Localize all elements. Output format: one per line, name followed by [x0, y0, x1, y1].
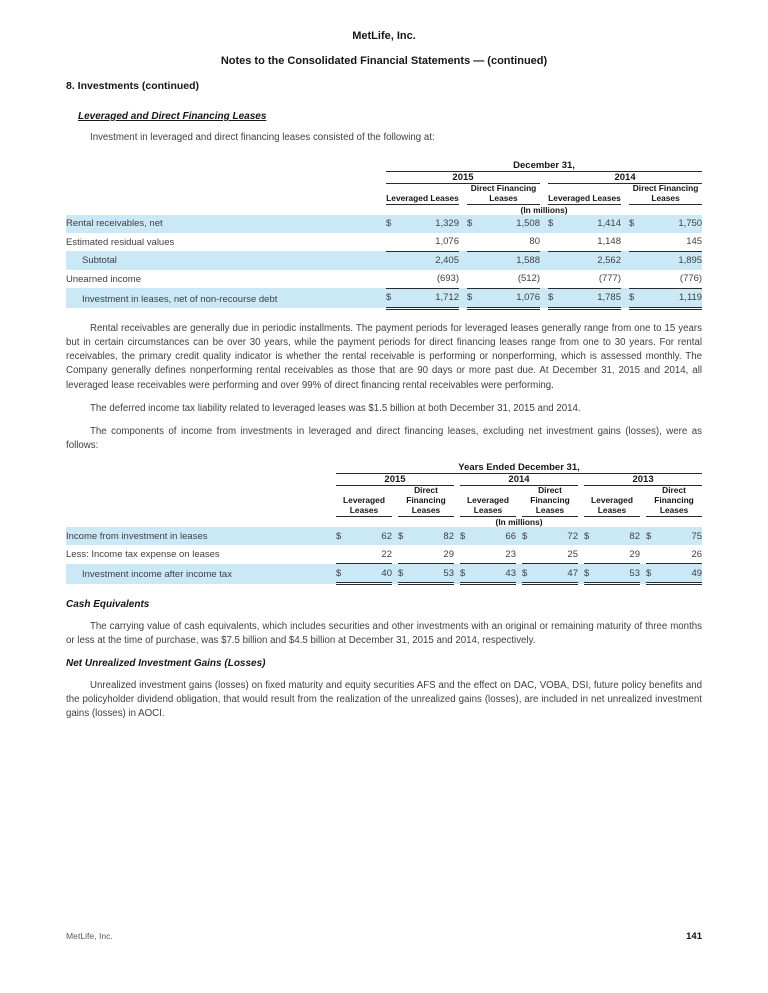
table-row [66, 270, 702, 289]
table-row [66, 527, 702, 545]
table2-period-row [66, 462, 702, 474]
cell-value: 1,750 [645, 215, 702, 233]
row-label: Unearned income [66, 273, 141, 285]
table-row [66, 288, 702, 308]
row-label: Income from investment in leases [66, 527, 336, 545]
table2-colhead: Leveraged Leases [336, 486, 392, 517]
cell-value: 82 [412, 527, 454, 545]
row-label: Estimated residual values [66, 236, 175, 248]
cell-value: 43 [474, 564, 516, 584]
dollar-sign: $ [646, 564, 660, 584]
table1-period-row [66, 160, 702, 172]
cell-value: (776) [645, 270, 702, 289]
row-label: Less: Income tax expense on leases [66, 549, 220, 561]
dollar-sign: $ [522, 527, 536, 545]
cell-value: 29 [598, 545, 640, 564]
dollar-sign: $ [584, 564, 598, 584]
table2-years-row [66, 474, 702, 486]
dollar-sign: $ [460, 527, 474, 545]
cell-value: 1,895 [645, 251, 702, 270]
dollar-sign: $ [646, 527, 660, 545]
cell-value: 29 [412, 545, 454, 564]
row-label: Investment income after income tax [66, 564, 336, 584]
cell-value: 23 [474, 545, 516, 564]
table1-period-header: December 31, [386, 160, 702, 172]
page-footer [66, 931, 702, 942]
dollar-sign: $ [522, 564, 536, 584]
cell-value: 62 [350, 527, 392, 545]
leases-heading: Leveraged and Direct Financing Leases [78, 111, 267, 122]
document-title: Notes to the Consolidated Financial Statements — (continued) [220, 55, 548, 67]
cell-value: 47 [536, 564, 578, 584]
row-label: Rental receivables, net [66, 215, 386, 233]
dollar-sign: $ [460, 564, 474, 584]
table2-units-row [66, 517, 702, 528]
cell-value: 25 [536, 545, 578, 564]
row-label: Investment in leases, net of non-recourse debt [66, 288, 386, 308]
table2-colheads-row [66, 486, 702, 517]
table2-period-header: Years Ended December 31, [336, 462, 702, 474]
table2-year-2014: 2014 [460, 474, 578, 486]
table1-colhead: Direct Financing Leases [467, 184, 540, 205]
cell-value: 53 [412, 564, 454, 584]
table1-colhead: Leveraged Leases [548, 184, 621, 205]
cell-value: 1,076 [402, 233, 459, 252]
page-number: 141 [686, 931, 702, 942]
table2-year-2015: 2015 [336, 474, 454, 486]
cell-value: 53 [598, 564, 640, 584]
cell-value: 1,588 [483, 251, 540, 270]
leases-paragraph-3: The components of income from investments in leveraged and direct financing leases, excluding net investment gains (losses), were as follows: [66, 426, 702, 452]
net-unrealized-heading: Net Unrealized Investment Gains (Losses) [66, 657, 266, 669]
table2-colhead: Direct Financing Leases [398, 486, 454, 517]
cell-value: (693) [402, 270, 459, 289]
cell-value: 80 [483, 233, 540, 252]
dollar-sign: $ [548, 215, 564, 233]
leases-intro: Investment in leveraged and direct financing leases consisted of the following at: [90, 132, 435, 143]
cell-value: 2,562 [564, 251, 621, 270]
table-row [66, 233, 702, 252]
company-title: MetLife, Inc. [352, 30, 416, 42]
cell-value: 1,414 [564, 215, 621, 233]
table2-colhead: Direct Financing Leases [522, 486, 578, 517]
dollar-sign: $ [629, 215, 645, 233]
table1-colheads-row [66, 184, 702, 205]
table2-colhead: Direct Financing Leases [646, 486, 702, 517]
leases-investment-table [66, 160, 702, 310]
leases-income-table [66, 462, 702, 585]
cell-value: 1,712 [402, 288, 459, 308]
cash-equivalents-heading: Cash Equivalents [66, 599, 150, 611]
row-label: Subtotal [66, 251, 386, 270]
dollar-sign: $ [398, 564, 412, 584]
dollar-sign: $ [386, 215, 402, 233]
table2-units-label: (In millions) [495, 517, 543, 528]
net-unrealized-paragraph: Unrealized investment gains (losses) on fixed maturity and equity securities AFS and the effect on DAC, VOBA, DSI, future policy benefits and the policyholder dividend obligation, that would result from the realization of the unrealized gains (losses), are included in net unrealized investment gains (losses) in AOCI. [66, 679, 702, 719]
leases-paragraph-1: Rental receivables are generally due in periodic installments. The payment periods for leveraged leases generally range from one to 15 years but in certain circumstances can be over 30 years, while the payment periods for direct financing leases range from one to 30 years. For rental receivables, the primary credit quality indicator is whether the rental receivable is performing or nonperforming, which is assessed monthly. The Company generally defines nonperforming rental receivables as those that are 90 days or more past due. At December 31, 2015 and 2014, all leveraged lease receivables were performing and over 99% of direct financing rental receivables were performing. [66, 322, 702, 391]
cell-value: (512) [483, 270, 540, 289]
cell-value: 49 [660, 564, 702, 584]
cell-value: (777) [564, 270, 621, 289]
table1-year-2014: 2014 [548, 172, 702, 184]
cell-value: 1,329 [402, 215, 459, 233]
table1-year-2015: 2015 [386, 172, 540, 184]
dollar-sign: $ [548, 288, 564, 308]
cell-value: 72 [536, 527, 578, 545]
cell-value: 1,785 [564, 288, 621, 308]
section-heading: 8. Investments (continued) [66, 80, 200, 92]
dollar-sign: $ [336, 527, 350, 545]
cell-value: 26 [660, 545, 702, 564]
cell-value: 1,148 [564, 233, 621, 252]
leases-paragraph-2: The deferred income tax liability related to leveraged leases was $1.5 billion at both December 31, 2015 and 2014. [90, 402, 581, 414]
table1-colhead: Direct Financing Leases [629, 184, 702, 205]
table-row [66, 545, 702, 564]
dollar-sign: $ [467, 288, 483, 308]
cell-value: 2,405 [402, 251, 459, 270]
cell-value: 1,076 [483, 288, 540, 308]
table1-colhead: Leveraged Leases [386, 184, 459, 205]
dollar-sign: $ [584, 527, 598, 545]
cell-value: 1,119 [645, 288, 702, 308]
cell-value: 75 [660, 527, 702, 545]
table1-units-row [66, 204, 702, 215]
table1-years-row [66, 172, 702, 184]
cell-value: 145 [645, 233, 702, 252]
table2-colhead: Leveraged Leases [460, 486, 516, 517]
cash-equivalents-paragraph: The carrying value of cash equivalents, which includes securities and other investments with an original or remaining maturity of three months or less at the time of purchase, was $7.5 billion and $4.5 billion at December 31, 2015 and 2014, respectively. [66, 621, 702, 647]
table-row [66, 564, 702, 584]
table-row [66, 251, 702, 270]
dollar-sign: $ [629, 288, 645, 308]
cell-value: 66 [474, 527, 516, 545]
footer-company: MetLife, Inc. [66, 931, 113, 941]
table1-units-label: (In millions) [520, 204, 568, 215]
table2-colhead: Leveraged Leases [584, 486, 640, 517]
table-row [66, 215, 702, 233]
dollar-sign: $ [467, 215, 483, 233]
dollar-sign: $ [398, 527, 412, 545]
table2-year-2013: 2013 [584, 474, 702, 486]
dollar-sign: $ [336, 564, 350, 584]
cell-value: 1,508 [483, 215, 540, 233]
cell-value: 82 [598, 527, 640, 545]
cell-value: 22 [350, 545, 392, 564]
dollar-sign: $ [386, 288, 402, 308]
cell-value: 40 [350, 564, 392, 584]
